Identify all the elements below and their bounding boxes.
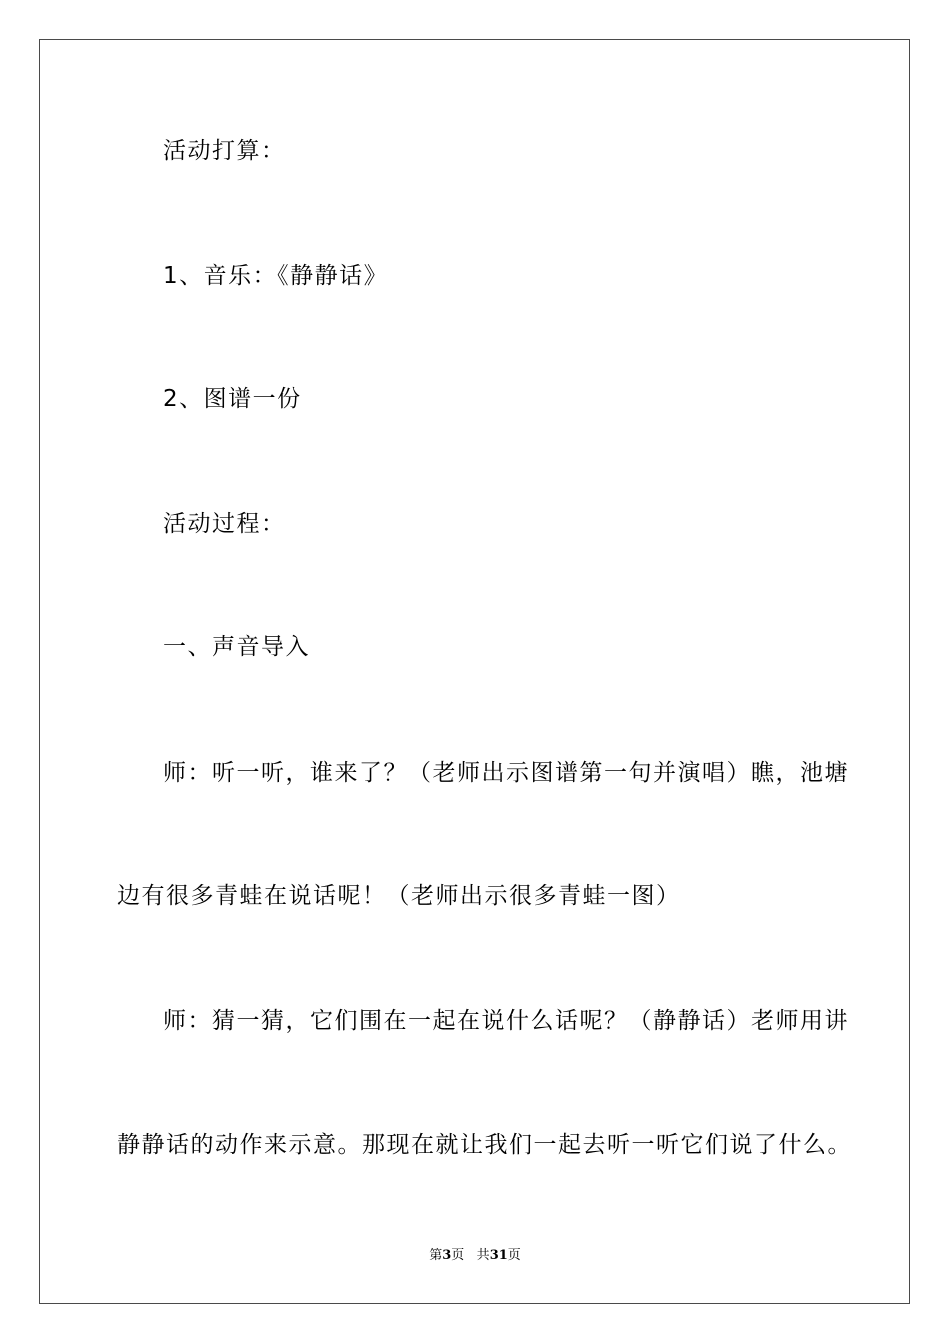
text-line-1: 活动打算：	[163, 138, 286, 164]
text-line-6: 师：听一听，谁来了？（老师出示图谱第一句并演唱）瞧，池塘	[163, 760, 849, 786]
footer-total-suffix: 页	[507, 1248, 521, 1263]
text-line-5: 一、声音导入	[163, 634, 310, 660]
footer-total-pages: 31	[489, 1248, 508, 1263]
footer-page-number: 3	[442, 1248, 452, 1263]
text-line-3: 2、图谱一份	[163, 386, 302, 412]
footer-total-prefix: 共	[476, 1248, 490, 1263]
footer-page-suffix: 页	[451, 1248, 465, 1263]
text-line-8: 师：猜一猜，它们围在一起在说什么话呢？（静静话）老师用讲	[163, 1008, 849, 1034]
footer-prefix: 第	[429, 1248, 443, 1263]
page-footer	[0, 1247, 950, 1265]
text-line-4: 活动过程：	[163, 511, 286, 537]
text-line-2: 1、音乐：《静静话》	[163, 263, 389, 289]
text-line-9: 静静话的动作来示意。那现在就让我们一起去听一听它们说了什么。	[117, 1132, 852, 1158]
page-frame	[39, 39, 910, 1304]
text-line-7: 边有很多青蛙在说话呢！（老师出示很多青蛙一图）	[117, 883, 681, 909]
